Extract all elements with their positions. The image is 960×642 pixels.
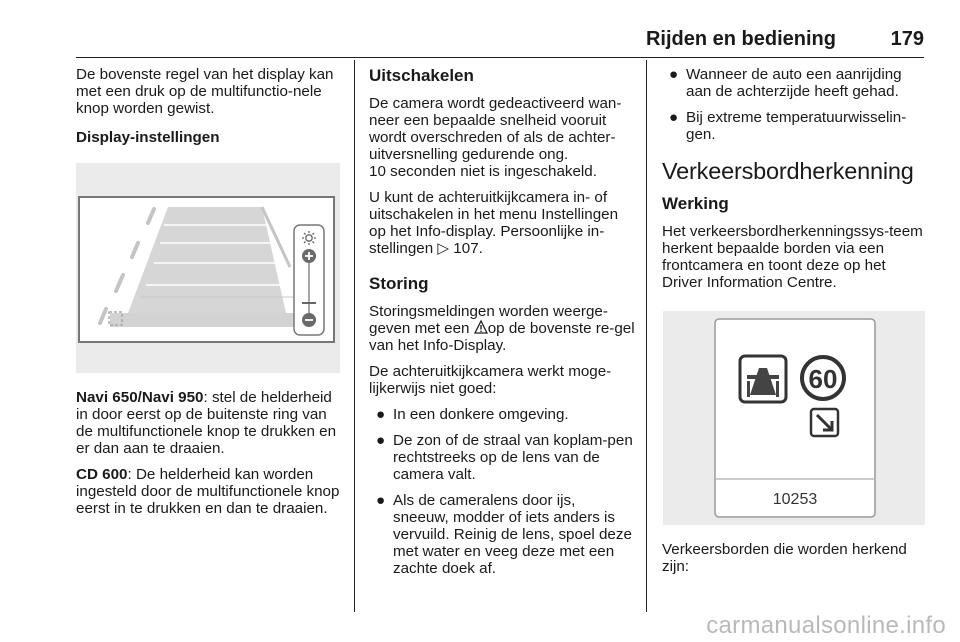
page-number: 179 xyxy=(890,28,924,50)
cd-text: : De helderheid kan worden ingesteld door de multifunctionele knop eerst in te drukken en dan te draaien. xyxy=(76,466,340,517)
column-2 xyxy=(369,66,635,586)
page-ref-icon: ▷ xyxy=(437,240,450,257)
column-divider xyxy=(646,60,647,612)
paragraph: Het verkeersbordherkenningssys-teem herkent bepaalde borden via een frontcamera en toont deze op het Driver Information Centre. xyxy=(662,223,923,291)
paragraph xyxy=(76,466,342,517)
column-3-lower xyxy=(662,541,928,584)
list-item: ● De zon of de straal van koplam-pen rechtstreeks op de lens van de camera valt. xyxy=(376,432,633,483)
paragraph-text: U kunt de achteruitkijkcamera in- of uitschakelen in het menu Instellingen op het Info-display. Persoonlijke in-stellingen xyxy=(369,189,619,257)
paragraph: De achteruitkijkcamera werkt moge-lijkerwijs niet goed: xyxy=(369,363,612,397)
motorway-sign-icon xyxy=(740,356,786,402)
warning-icon xyxy=(474,320,488,334)
watermark-url: carmanualsonline.info xyxy=(706,612,946,639)
list-item: ● Wanneer de auto een aanrijding aan de achterzijde heeft gehad. xyxy=(669,66,902,100)
odometer-value: 10253 xyxy=(772,491,818,508)
paragraph-text: Storingsmeldingen worden weerge-geven met een xyxy=(369,303,608,337)
section-heading: Storing xyxy=(369,274,429,293)
list-item: ● Bij extreme temperatuurwisselin-gen. xyxy=(669,109,907,143)
section-heading: Display-instellingen xyxy=(76,129,220,146)
chapter-title: Rijden en bediening xyxy=(645,28,836,50)
paragraph xyxy=(369,303,635,354)
paragraph: De camera wordt gedeactiveerd wan-neer een bepaalde snelheid vooruit wordt overschreden of als de achter-uitversnelling gedurende ong. xyxy=(369,95,622,163)
camera-display-illustration xyxy=(76,163,340,373)
speed-limit-value: 60 xyxy=(808,364,838,394)
paragraph-text: op de bovenste re-gel van het Info-Display. xyxy=(369,320,635,354)
section-heading: Werking xyxy=(662,194,729,213)
list-item: ● Als de cameralens door ijs, sneeuw, modder of iets anders is vervuild. Reinig de lens, spoel deze met water en veeg deze met een zachte doek af. xyxy=(376,492,632,577)
page-ref: 107. xyxy=(449,240,483,257)
paragraph: De bovenste regel van het display kan met een druk op de multifunctio-nele knop worden gewist. xyxy=(76,66,334,117)
column-1 xyxy=(76,66,342,155)
section-heading: Uitschakelen xyxy=(369,66,474,85)
navi-text: : stel de helderheid in door eerst op de buitenste ring van de multifunctionele knop te drukken en er dan aan te draaien. xyxy=(76,389,337,457)
header-rule xyxy=(76,57,924,58)
column-3 xyxy=(662,66,928,300)
plus-icon xyxy=(302,249,316,263)
section-title: Verkeersbordherkenning xyxy=(662,158,914,184)
page-header xyxy=(76,28,924,56)
bullet-list xyxy=(662,66,928,143)
bullet-list xyxy=(369,406,635,577)
column-divider xyxy=(354,60,355,612)
arrow-sign-icon xyxy=(811,409,838,436)
traffic-sign-illustration xyxy=(663,311,925,525)
paragraph xyxy=(369,189,635,257)
navi-label: Navi 650/Navi 950 xyxy=(76,389,204,406)
sign-display-frame xyxy=(715,319,875,517)
paragraph: Verkeersborden die worden herkend zijn: xyxy=(662,541,907,575)
minus-icon xyxy=(302,313,316,327)
paragraph: 10 seconden niet is ingeschakeld. xyxy=(369,163,597,180)
cd-label: CD 600 xyxy=(76,466,128,483)
list-item: ● In een donkere omgeving. xyxy=(376,406,569,423)
paragraph xyxy=(76,389,342,457)
column-1-lower xyxy=(76,389,342,526)
bumper-bar xyxy=(110,313,300,327)
